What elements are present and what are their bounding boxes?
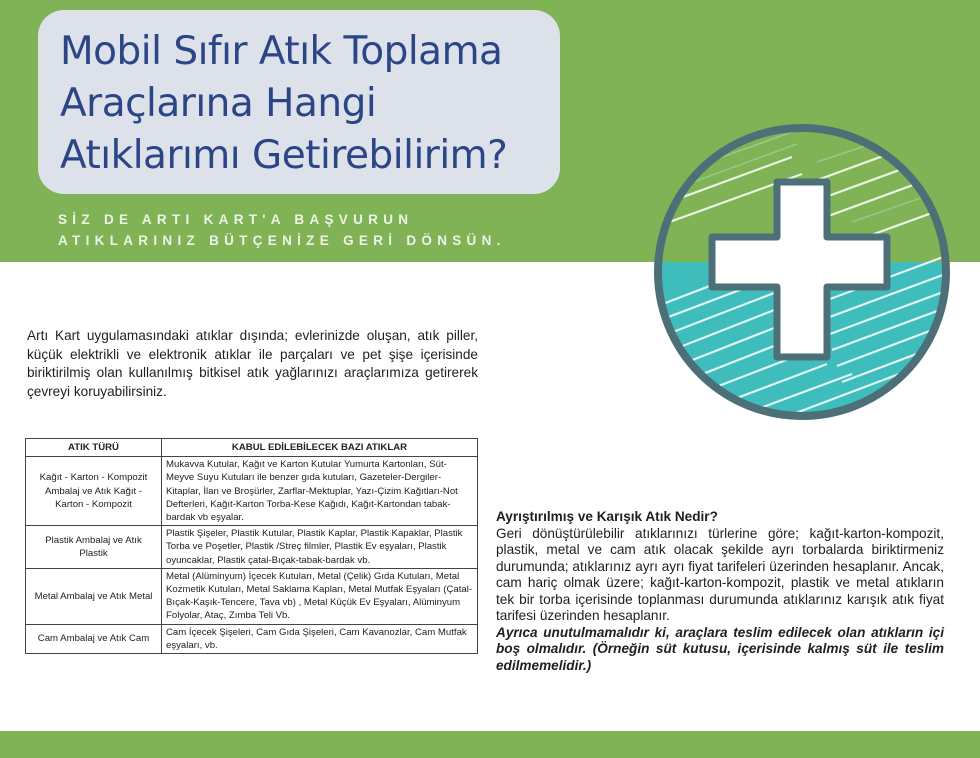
mixed-waste-note: Ayrıca unutulmamalıdır ki, araçlara teslim edilecek olan atıkların içi boş olmalıdır. (Örneğin süt kutusu, içerisinde kalmış süt ile teslim edilmemelidir.) bbox=[496, 624, 944, 673]
slogan bbox=[58, 209, 506, 251]
mixed-waste-heading: Ayrıştırılmış ve Karışık Atık Nedir? bbox=[496, 509, 718, 524]
table-row bbox=[26, 568, 478, 624]
slogan-line-2: ATIKLARINIZ BÜTÇENİZE GERİ DÖNSÜN. bbox=[58, 233, 506, 248]
table-row bbox=[26, 526, 478, 569]
accepted-items-cell: Metal (Alüminyum) İçecek Kutuları, Metal (Çelik) Gıda Kutuları, Metal Kozmetik Kutuları, Metal Saklama Kapları, Metal Mutfak Eşyaları (Çatal-Bıçak-Kaşık-Tencere, Tava vb) , Metal Küçük Ev Eşyaları, Alüminyum Folyolar, Ataç, Zımba Teli Vb. bbox=[162, 568, 478, 624]
waste-type-cell: Cam Ambalaj ve Atık Cam bbox=[26, 624, 162, 653]
intro-text: Artı Kart uygulamasındaki atıklar dışında; evlerinizde oluşan, atık piller, küçük elektrikli ve elektronik atıklar ile parçaları ve pet şişe içerisinde biriktirilmiş olan kullanılmış bitkisel atık yağlarınızı araçlarımıza getirerek çevreyi koruyabilirsiniz. bbox=[27, 328, 478, 399]
accepted-items-cell: Mukavva Kutular, Kağıt ve Karton Kutular Yumurta Kartonları, Süt-Meyve Suyu Kutuları ile benzer gıda kutuları, Gazeteler-Dergiler- Kitaplar, İlan ve Broşürler, Zarflar-Mektuplar, Yazı-Çizim Kağıtları-Not Defterleri, Kağıt-Karton Torba-Kese Kağıdı, Kağıt-Kartondan tabak-bardak vb eşyalar. bbox=[162, 457, 478, 526]
column-header-items: KABUL EDİLEBİLECEK BAZI ATIKLAR bbox=[162, 439, 478, 457]
page-title: Mobil Sıfır Atık Toplama Araçlarına Hangi Atıklarımı Getirebilirim? bbox=[60, 29, 508, 178]
mixed-waste-section bbox=[496, 509, 944, 674]
waste-type-cell: Plastik Ambalaj ve Atık Plastik bbox=[26, 526, 162, 569]
waste-type-cell: Metal Ambalaj ve Atık Metal bbox=[26, 568, 162, 624]
accepted-items-cell: Plastik Şişeler, Plastik Kutular, Plastik Kaplar, Plastik Kapaklar, Plastik Torba ve Poşetler, Plastik /Streç filmler, Plastik Ev eşyaları, Plastik oyuncaklar, Plastik çatal-Bıçak-tabak-bardak vb. bbox=[162, 526, 478, 569]
waste-table bbox=[25, 438, 478, 654]
table-row bbox=[26, 624, 478, 653]
table-row bbox=[26, 457, 478, 526]
mixed-waste-body: Geri dönüştürülebilir atıklarınızı türlerine göre; kağıt-karton-kompozit, plastik, metal ve cam atık olacak şekilde ayrı torbalarda biriktirmeniz durumunda; atıklarınız ayrı ayrı fiyat tarifeleri üzerinden hesaplanır. Ancak, cam hariç olmak üzere; kağıt-karton-kompozit, plastik ve metal atıkların tek bir torba içerisinde toplanması durumunda atıklarınız karışık atık fiyat tarifesi üzerinden hesaplanır. bbox=[496, 525, 944, 623]
waste-type-cell: Kağıt - Karton - Kompozit Ambalaj ve Atık Kağıt - Karton - Kompozit bbox=[26, 457, 162, 526]
plus-emblem-icon bbox=[652, 122, 952, 422]
accepted-items-cell: Cam İçecek Şişeleri, Cam Gıda Şişeleri, Cam Kavanozlar, Cam Mutfak eşyaları, vb. bbox=[162, 624, 478, 653]
slogan-line-1: SİZ DE ARTI KART'A BAŞVURUN bbox=[58, 212, 414, 227]
table-header-row bbox=[26, 439, 478, 457]
column-header-type: ATIK TÜRÜ bbox=[26, 439, 162, 457]
bottom-band bbox=[0, 731, 980, 758]
